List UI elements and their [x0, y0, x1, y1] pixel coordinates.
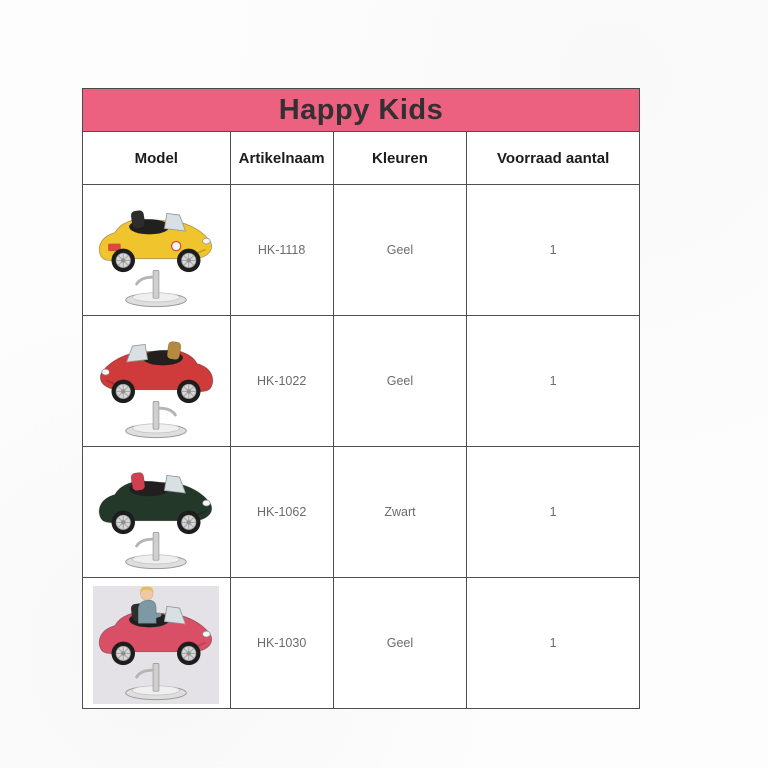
table-row [83, 447, 640, 578]
model-cell [83, 447, 231, 578]
voorraad-cell: 1 [467, 316, 640, 447]
car-chair-illustration [93, 586, 219, 704]
voorraad-cell: 1 [467, 578, 640, 709]
column-header-model: Model [83, 132, 231, 185]
product-photo-pink-car-with-mannequin [92, 582, 220, 704]
table-header-row [83, 132, 640, 185]
page-title: Happy Kids [278, 93, 444, 126]
column-header-voorraad-aantal: Voorraad aantal [467, 132, 640, 185]
artikelnaam-cell: HK-1062 [230, 447, 333, 578]
table-title-bar [82, 88, 640, 131]
model-cell [83, 185, 231, 316]
kleuren-cell: Zwart [333, 447, 467, 578]
voorraad-cell: 1 [467, 185, 640, 316]
column-header-kleuren: Kleuren [333, 132, 467, 185]
kleuren-cell: Geel [333, 185, 467, 316]
table-row [83, 185, 640, 316]
happy-kids-table [82, 88, 640, 709]
kleuren-cell: Geel [333, 578, 467, 709]
artikelnaam-cell: HK-1022 [230, 316, 333, 447]
car-chair-illustration [93, 455, 219, 573]
voorraad-cell: 1 [467, 447, 640, 578]
product-photo-yellow-car [92, 189, 220, 311]
product-table [82, 131, 640, 709]
table-row [83, 578, 640, 709]
model-cell [83, 578, 231, 709]
model-cell [83, 316, 231, 447]
column-header-artikelnaam: Artikelnaam [230, 132, 333, 185]
product-photo-dark-green-car [92, 451, 220, 573]
artikelnaam-cell: HK-1030 [230, 578, 333, 709]
product-photo-red-car [92, 320, 220, 442]
artikelnaam-cell: HK-1118 [230, 185, 333, 316]
car-chair-illustration [93, 193, 219, 311]
table-row [83, 316, 640, 447]
kleuren-cell: Geel [333, 316, 467, 447]
car-chair-illustration [93, 324, 219, 442]
